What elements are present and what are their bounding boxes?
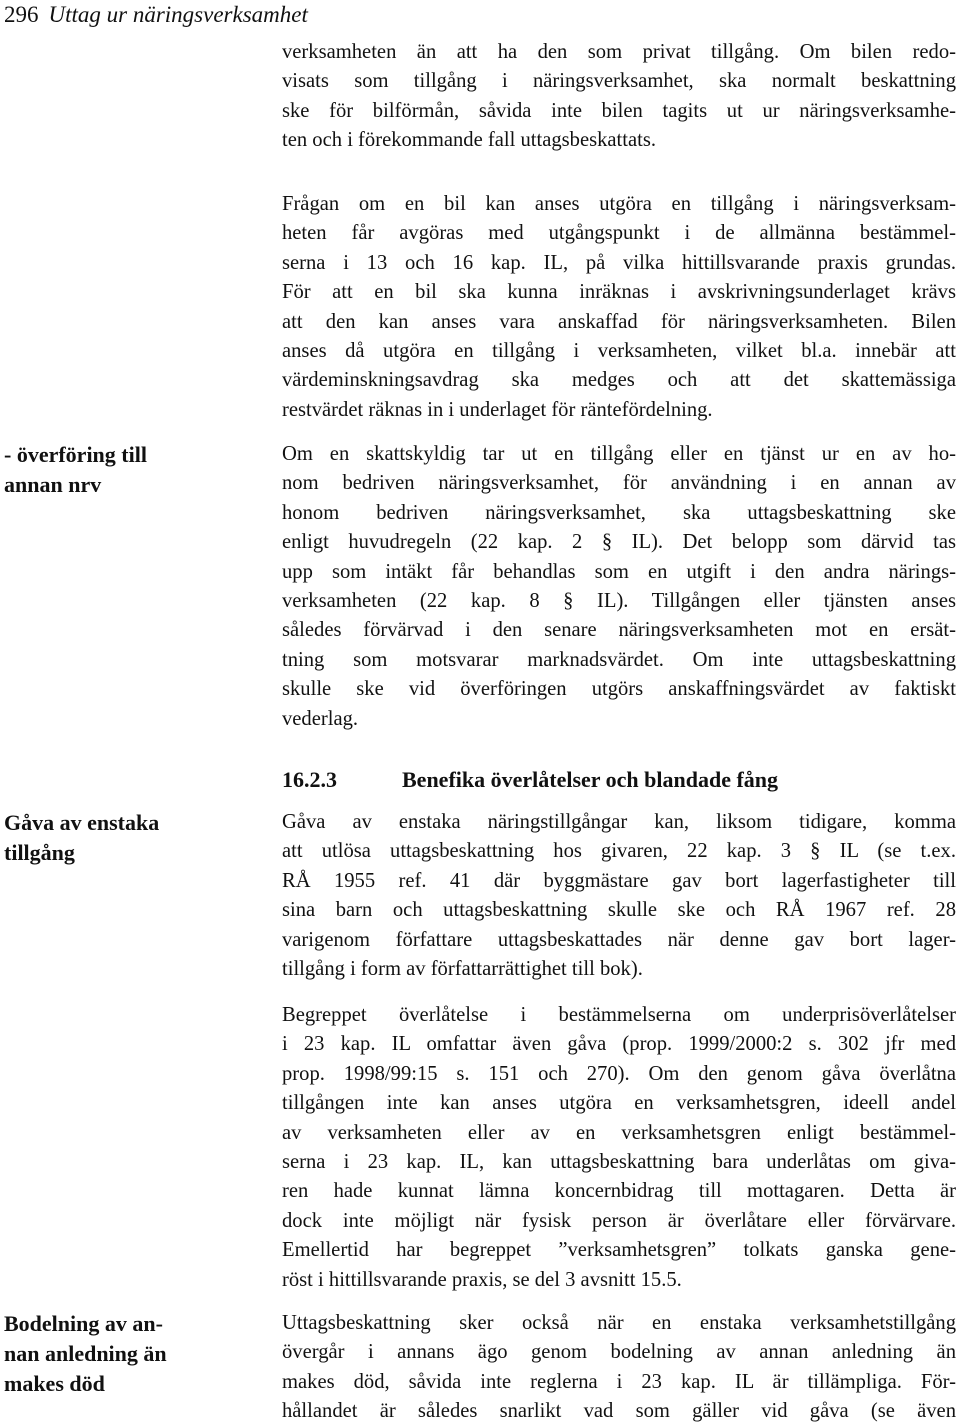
text-line: tillgången inte kan anses utgöra en verksamhetsgren, ideell andel — [282, 1092, 956, 1115]
paragraph-3 — [282, 440, 956, 734]
section-title: Benefika överlåtelser och blandade fång — [402, 767, 779, 792]
text-line: nom bedriven näringsverksamhet, för användning i en annan av — [282, 472, 956, 495]
margin-note-line: Gåva av enstaka — [4, 810, 160, 835]
text-line: övergår i annans ägo genom bodelning av annan anledning än — [282, 1341, 956, 1364]
paragraph-6 — [282, 1309, 956, 1427]
margin-note-overforing — [4, 440, 204, 500]
paragraph-1 — [282, 38, 956, 156]
text-line: makes död, såvida inte reglerna i 23 kap. IL är tillämpliga. För- — [282, 1370, 956, 1393]
text-line: tillgång i form av författarrättighet till bok). — [282, 958, 643, 981]
chapter-title: Uttag ur näringsverksamhet — [48, 2, 308, 27]
text-line: visats som tillgång i näringsverksamhet, ska normalt beskattning — [282, 70, 956, 93]
text-line: enligt huvudregeln (22 kap. 2 § IL). Det belopp som därvid tas — [282, 531, 956, 554]
text-line: hållandet är således snarlikt vad som gäller vid gåva (se även — [282, 1400, 956, 1423]
margin-note-line: makes död — [4, 1371, 105, 1396]
text-line: ske för bilförmån, såvida inte bilen tagits ut ur näringsverksamhe- — [282, 99, 956, 122]
section-number: 16.2.3 — [282, 767, 337, 792]
text-line: röst i hittillsvarande praxis, se del 3 avsnitt 15.5. — [282, 1268, 682, 1291]
margin-note-gava — [4, 808, 204, 868]
text-line: Uttagsbeskattning sker också när en enstaka verksamhetstillgång — [282, 1312, 956, 1334]
text-line: verksamheten än att ha den som privat tillgång. Om bilen redo- — [282, 41, 956, 63]
paragraph-2 — [282, 190, 956, 425]
text-line: tning som motsvarar marknadsvärdet. Om inte uttagsbeskattning — [282, 648, 956, 671]
text-line: Begreppet överlåtelse i bestämmelserna om underprisöverlåtelser — [282, 1004, 956, 1026]
text-line: För att en bil ska kunna inräknas i avskrivningsunderlaget krävs — [282, 281, 956, 304]
margin-note-line: - överföring till — [4, 442, 147, 467]
margin-note-line: Bodelning av an- — [4, 1311, 163, 1336]
paragraph-4 — [282, 808, 956, 984]
text-line: sina barn och uttagsbeskattning skulle ske och RÅ 1967 ref. 28 — [282, 899, 956, 922]
text-line: således förvärvad i den senare näringsverksamheten mot en ersät- — [282, 619, 956, 642]
text-line: i 23 kap. IL omfattar även gåva (prop. 1999/2000:2 s. 302 jfr med — [282, 1033, 956, 1056]
text-line: Emellertid har begreppet ”verksamhetsgren” tolkats ganska gene- — [282, 1239, 956, 1262]
text-line: vederlag. — [282, 707, 359, 730]
page-number: 296 — [4, 2, 39, 27]
margin-note-bodelning — [4, 1309, 204, 1399]
text-line: av verksamheten eller av en verksamhetsgren enligt bestämmel- — [282, 1121, 956, 1144]
margin-note-line: annan nrv — [4, 472, 102, 497]
text-line: värdeminskningsavdrag ska medges och att det skattemässiga — [282, 369, 956, 392]
section-heading — [282, 765, 778, 795]
text-line: Om en skattskyldig tar ut en tillgång eller en tjänst ur en av ho- — [282, 443, 956, 465]
text-line: honom bedriven näringsverksamhet, ska uttagsbeskattning ske — [282, 501, 956, 524]
running-header — [4, 0, 308, 30]
text-line: serna i 23 kap. IL, kan uttagsbeskattning bara underlåtas om giva- — [282, 1151, 956, 1174]
text-line: heten får avgöras med utgångspunkt i de allmänna bestämmel- — [282, 222, 956, 245]
paragraph-5 — [282, 1001, 956, 1295]
text-line: upp som intäkt får behandlas som en utgift i den andra närings- — [282, 560, 956, 583]
text-line: verksamheten (22 kap. 8 § IL). Tillgången eller tjänsten anses — [282, 590, 956, 613]
margin-note-line: tillgång — [4, 840, 75, 865]
text-line: Frågan om en bil kan anses utgöra en tillgång i näringsverksam- — [282, 193, 956, 215]
text-line: ten och i förekommande fall uttagsbeskattats. — [282, 129, 657, 152]
text-line: RÅ 1955 ref. 41 där byggmästare gav bort lagerfastigheter till — [282, 869, 956, 892]
margin-note-line: nan anledning än — [4, 1341, 167, 1366]
text-line: Gåva av enstaka näringstillgångar kan, liksom tidigare, komma — [282, 811, 956, 833]
text-line: restvärdet räknas in i underlaget för räntefördelning. — [282, 398, 713, 421]
text-line: skulle ske vid överföringen utgörs anskaffningsvärdet av faktiskt — [282, 678, 956, 701]
text-line: anses då utgöra en tillgång i verksamheten, vilket bl.a. innebär att — [282, 340, 956, 363]
text-line: ren hade kunnat lämna koncernbidrag till mottagaren. Detta är — [282, 1180, 956, 1203]
text-line: varigenom författare uttagsbeskattades när denne gav bort lager- — [282, 928, 956, 951]
text-line: att utlösa uttagsbeskattning hos givaren, 22 kap. 3 § IL (se t.ex. — [282, 840, 956, 863]
text-line: att den kan anses vara anskaffad för näringsverksamheten. Bilen — [282, 310, 956, 333]
text-line: prop. 1998/99:15 s. 151 och 270). Om den genom gåva överlåtna — [282, 1062, 956, 1085]
text-line: serna i 13 och 16 kap. IL, på vilka hittillsvarande praxis grundas. — [282, 251, 956, 274]
text-line: dock inte möjligt när fysisk person är överlåtare eller förvärvare. — [282, 1209, 956, 1232]
